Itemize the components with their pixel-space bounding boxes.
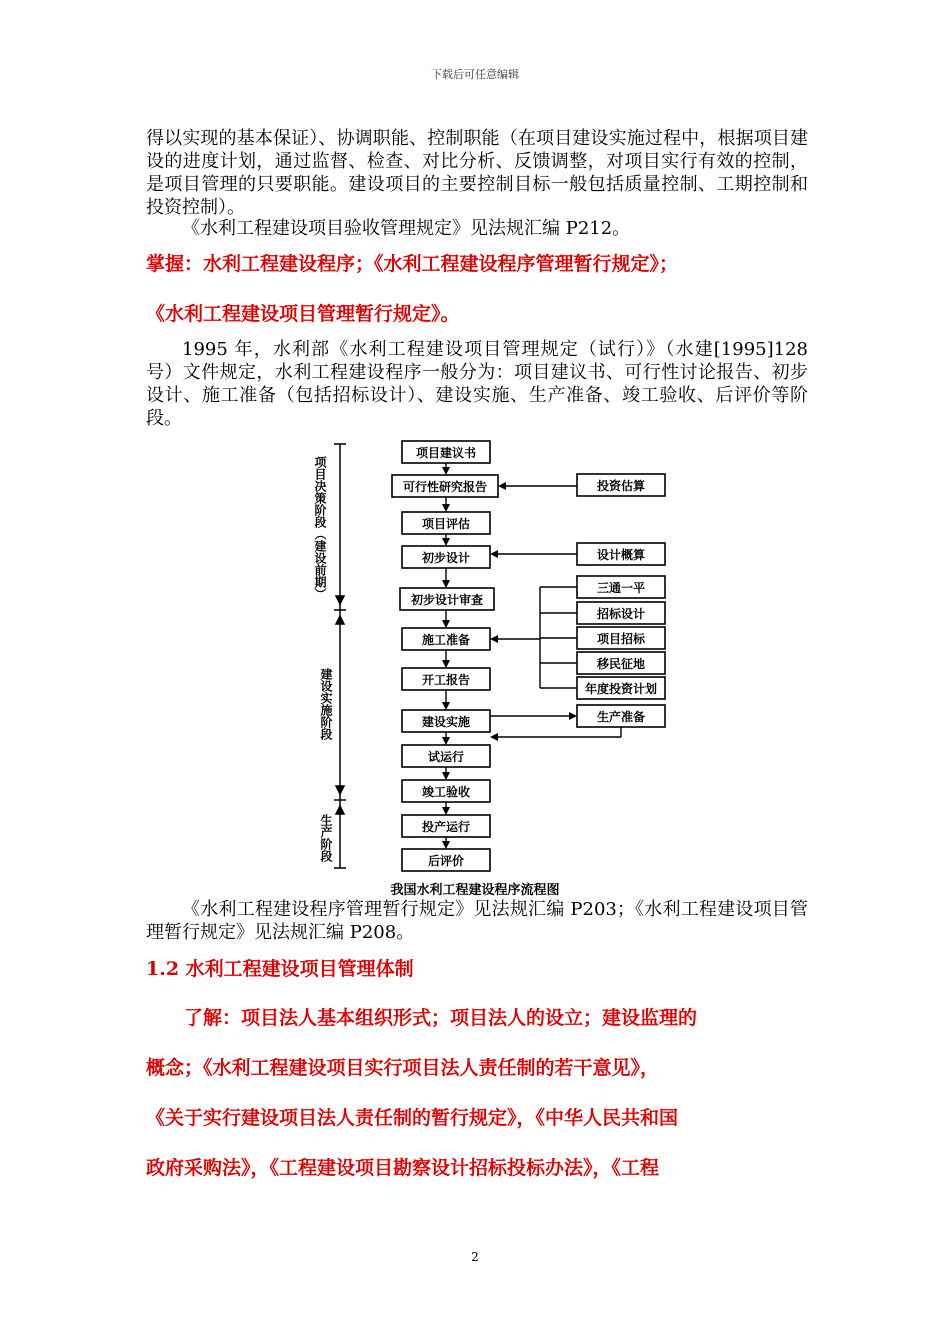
flow-step-label: 建设实施 <box>421 715 471 729</box>
side-box-label: 设计概算 <box>596 548 646 562</box>
paragraph-text: 《水利工程建设项目验收管理规定》见法规汇编 P212。 <box>182 218 631 239</box>
understand-line-3: 《关于实行建设项目法人责任制的暂行规定》，《中华人民共和国 <box>146 1107 679 1129</box>
flowchart-diagram <box>300 430 680 878</box>
side-box-label: 项目招标 <box>596 632 646 646</box>
page-header: 下载后可任意编辑 <box>431 68 519 81</box>
flow-step-label: 后评价 <box>427 854 465 868</box>
paragraph-text: 得以实现的基本保证）、协调职能、控制职能（在项目建设实施过程中，根据项目建设的进度计划，通过监督、检查、对比分析、反馈调整，对项目实行有效的控制，是项目管理的只要职能。建设项目的主要控制目标一般包括质量控制、工期控制和投资控制）。 <box>146 128 808 218</box>
body-paragraph-1 <box>146 127 808 219</box>
flow-step-label: 项目建议书 <box>415 446 477 460</box>
flow-step-label: 试运行 <box>427 750 465 764</box>
side-box-label: 移民征地 <box>596 657 646 671</box>
stage-label: 生产阶段 <box>319 814 333 862</box>
master-requirement-line-2: 《水利工程建设项目管理暂行规定》。 <box>146 303 460 325</box>
stage-label: 建设实施阶段 <box>319 668 333 740</box>
page-number: 2 <box>471 1250 479 1264</box>
paragraph-text: 《水利工程建设程序管理暂行规定》见法规汇编 P203；《水利工程建设项目管理暂行规定》见法规汇编 P208。 <box>146 899 808 943</box>
understand-line-4: 政府采购法》，《工程建设项目勘察设计招标投标办法》，《工程 <box>146 1157 660 1179</box>
flow-step-label: 竣工验收 <box>421 785 471 799</box>
body-paragraph-2 <box>146 217 808 240</box>
flow-step-label: 初步设计审查 <box>410 593 484 607</box>
flow-step-label: 可行性研究报告 <box>402 480 488 494</box>
body-paragraph-4 <box>146 898 808 944</box>
paragraph-text: 1995 年，水利部《水利工程建设项目管理规定（试行）》（水建[1995]128 号）文件规定，水利工程建设程序一般分为：项目建议书、可行性讨论报告、初步设计、施工准备（包括招标设计）、建设实施、生产准备、竣工验收、后评价等阶段。 <box>146 339 808 429</box>
side-box-label: 生产准备 <box>596 710 646 724</box>
flow-step-label: 投产运行 <box>421 820 471 834</box>
figure-caption: 我国水利工程建设程序流程图 <box>390 883 560 898</box>
side-box-label: 投资估算 <box>596 479 646 493</box>
side-box-label: 年度投资计划 <box>584 682 658 696</box>
section-title: 1.2 水利工程建设项目管理体制 <box>146 958 414 980</box>
understand-line-2: 概念；《水利工程建设项目实行项目法人责任制的若干意见》， <box>146 1057 660 1079</box>
understand-line-1: 了解：项目法人基本组织形式；项目法人的设立；建设监理的 <box>184 1007 698 1029</box>
flow-step-label: 施工准备 <box>421 633 471 647</box>
master-requirement-line-1: 掌握：水利工程建设程序；《水利工程建设程序管理暂行规定》； <box>146 253 679 275</box>
flow-step-label: 开工报告 <box>421 673 471 687</box>
side-box-label: 三通一平 <box>596 581 646 595</box>
stage-label: 项目决策阶段（建设前期） <box>313 456 327 600</box>
flow-step-label: 项目评估 <box>421 517 471 531</box>
side-box-label: 招标设计 <box>596 607 646 621</box>
flow-step-label: 初步设计 <box>421 551 471 565</box>
body-paragraph-3 <box>146 338 808 430</box>
